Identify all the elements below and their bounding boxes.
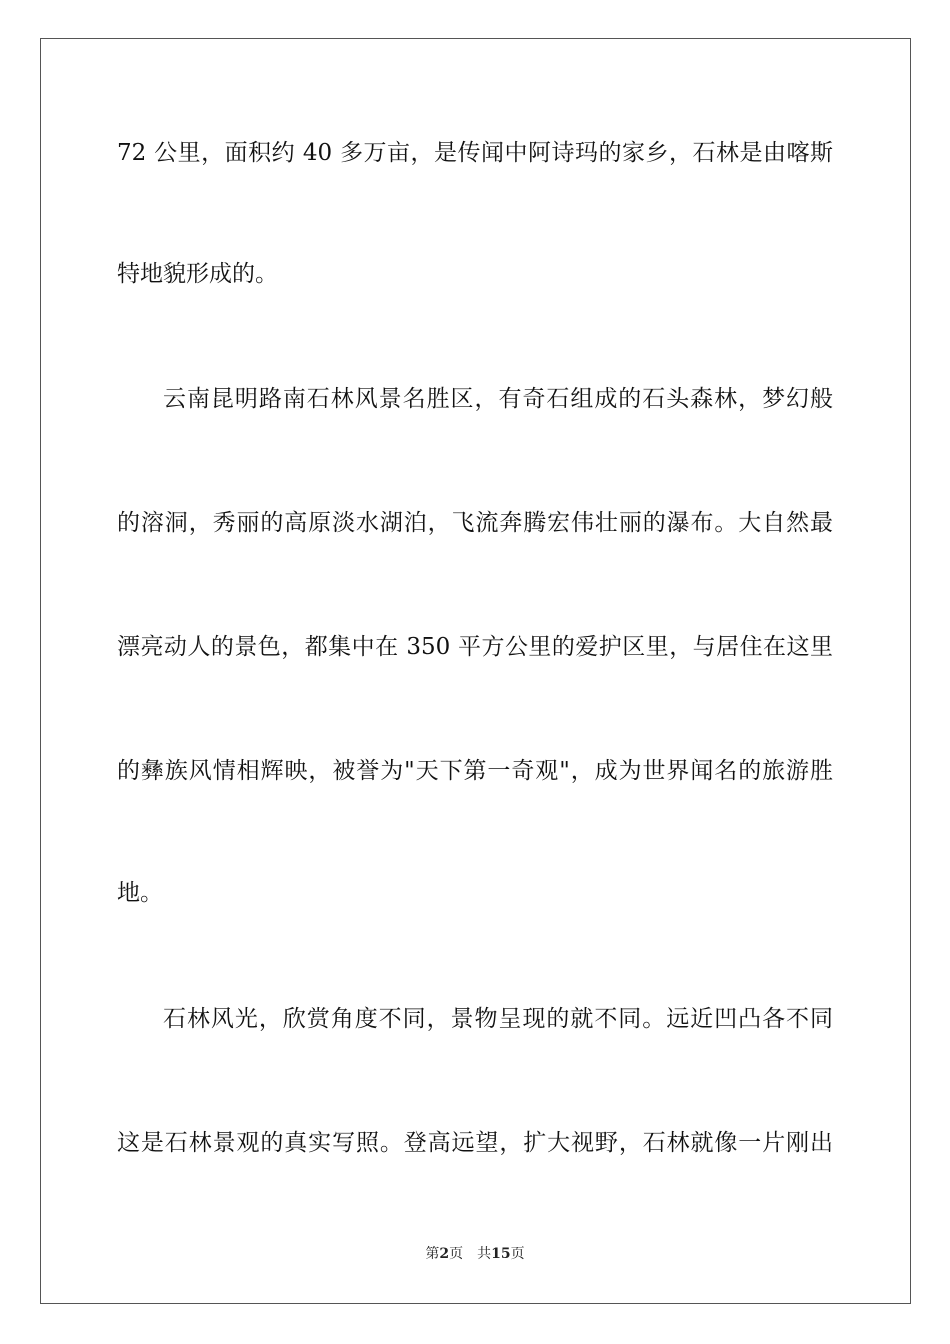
text-line-7: 地。 (117, 880, 163, 906)
text-line-6: 的彝族风情相辉映，被誉为"天下第一奇观"，成为世界闻名的旅游胜 (117, 758, 833, 784)
total-suffix: 页 (510, 1246, 525, 1262)
text-line-9: 这是石林景观的真实写照。登高远望，扩大视野，石林就像一片刚出 (117, 1130, 833, 1156)
text-line-2: 特地貌形成的。 (117, 261, 278, 287)
page-prefix: 第 (425, 1246, 440, 1262)
text-line-8: 石林风光，欣赏角度不同，景物呈现的就不同。远近凹凸各不同 (163, 1006, 833, 1032)
page-border (40, 38, 911, 1304)
text-line-5: 漂亮动人的景色，都集中在 350 平方公里的爱护区里，与居住在这里 (117, 634, 833, 660)
text-line-4: 的溶洞，秀丽的高原淡水湖泊，飞流奔腾宏伟壮丽的瀑布。大自然最 (117, 510, 833, 536)
page-current: 2 (439, 1246, 450, 1262)
page-footer (0, 1245, 950, 1263)
total-pages: 15 (491, 1246, 511, 1262)
text-line-1: 72 公里，面积约 40 多万亩，是传闻中阿诗玛的家乡，石林是由喀斯 (117, 140, 833, 166)
page-suffix: 页 (449, 1246, 464, 1262)
text-line-3: 云南昆明路南石林风景名胜区，有奇石组成的石头森林，梦幻般 (163, 386, 833, 412)
total-prefix: 共 (477, 1246, 492, 1262)
